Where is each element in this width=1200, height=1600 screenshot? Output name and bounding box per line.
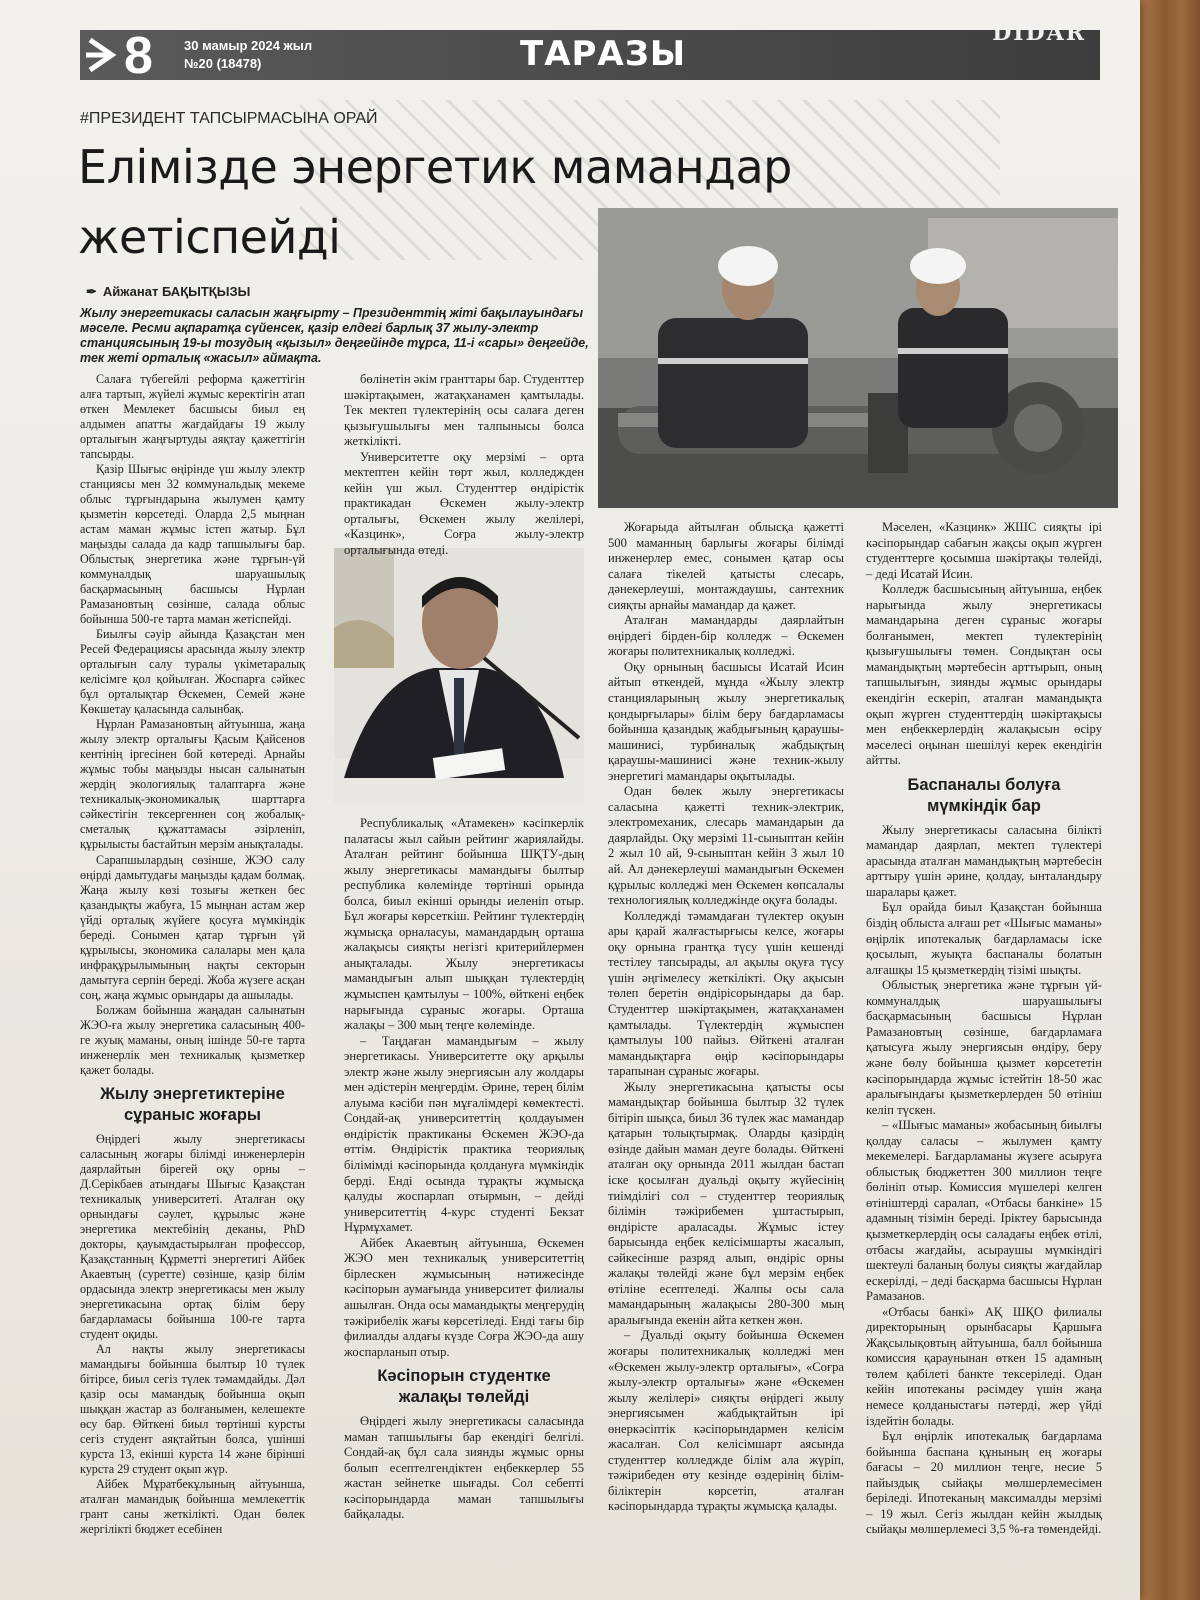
page-header <box>80 20 1100 85</box>
paragraph: Университетте оқу мерзімі – орта мектептен кейін төрт жыл, колледжден кейін үш жыл. Студенттер өндірістік практикадан Өскемен жылу-электр орталығы, Өскемен жылу желілері, «Казцинк», Соғра жылу-электр орталығында өтеді. <box>344 449 584 558</box>
pen-icon: ✒ <box>86 284 97 299</box>
paragraph: Жылу энергетикасына қатысты осы мамандықтар бойынша былтыр 32 түлек бітіріп шықса, биыл 36 түлек жас мамандар қатарын толықтырмақ. Оларды қазірдің өзінде дайын маман деуге болады. Өйткені аталған оқу орнында 2011 жылдан бастап іске қосылған дуальді оқыту жүйесінің тиімділігі сол – студенттер теориялық білімін тәжірибемен ұштастырып, өндірісте араласады. Жұмыс істеу барысында еңбек келісімшарты жасалып, сәйкесінше разряд алып, өндіріс орны жалақы төлейді және бұл мерзім еңбек өтіліне есептеледі. Жалпы осы сала мамандарының жалақысы 280-300 мың аралығында екенін айта кеткен жөн. <box>608 1079 844 1327</box>
paragraph: Оқу орнының басшысы Исатай Исин айтып өткендей, мұнда «Жылу электр станцияларының жылу энергетикалық қондырғылары» білім беру бағдарламасы бойынша қазандық жабдығының қараушы-машинисі, турбиналық жабдықтың қараушы-машинисі және техник-жылу энергетигі мамандары оқытылады. <box>608 659 844 783</box>
column-3 <box>608 520 844 1515</box>
desk-background <box>1140 0 1200 1600</box>
paragraph: Бұл өңірлік ипотекалық бағдарлама бойынша баспана құнының ең жоғары бағасы – 20 миллион теңге, несие 5 пайыздық сыйақы мөлшерлемесімен беріледі. Ипотеканың максималды мерзімі – 19 жыл. Сегіз жылдан кейін жылдық сыйақы мөлшерлемесі 3,5 %-ға төмендейді. <box>866 1429 1102 1537</box>
paragraph: Сарапшылардың сөзінше, ЖЭО салу өңірді дамытудағы маңызды қадам болмақ. Жаңа жылу көзі тозығы жеткен бес қазандықты жабуға, 15 мыңнан астам жер үйді орталық жүйеге қосуға мүмкіндік береді. Сонымен қатар тұрғын үй құрылысы, экономика салалары мен қала инфрақұрылымының нақты секторын дамытуға серпін береді. Жоба жүзеге асқан соң, жаңа жұмыс орындары да ашылады. <box>80 852 305 1002</box>
paragraph: Аталған мамандарды даярлайтын өңірдегі бірден-бір колледж – Өскемен жоғары политехникалық колледжі. <box>608 613 844 659</box>
paragraph: бөлінетін әкім гранттары бар. Студенттер шәкіртақымен, жатақханамен қамтылады. Тек мектеп түлектерінің осы салаға деген қызығушылығы мен талпынысы болса жеткілікті. <box>344 372 584 449</box>
paragraph: Колледжді тәмамдаған түлектер оқуын ары қарай жалғастырғысы келсе, жоғары оқу орнына грантқа түсу үшін кешенді тестілеу тапсырады, ал ақылы оқуға түсу үшін әңгімелесу жеткілікті. Оқу ақысын төлеп беретін өндірісорындары да бар. Студенттер шәкіртақымен, жатақханамен қамтылады. Түлектердің жұмыспен қамтылуы 100 пайыз. Өйткені аталған мамандықтарға өңір кәсіпорындары тарапынан сұраныс жоғары. <box>608 908 844 1079</box>
paragraph: – «Шығыс маманы» жобасының биылғы қолдау саласы – жылумен қамту мекемелері. Бағдарламаны жүзеге асыруға облыстық бюджеттен 300 миллион теңге бөлініп отыр. Комиссия мүшелері келген өтініштерді саралап, «Отбасы банкіне» 15 адамның тізімін береді. Іріктеу барысында қызметкерлердің осы саладағы еңбек өтілі, отбасы жағдайы, асыраушы мүмкіндігі шектеулі баланың болуы сияқты жағдайлар ескерілді, – деді басқарма басшысы Нұрлан Рамазанов. <box>866 1118 1102 1304</box>
byline <box>86 284 250 300</box>
issue-date: 30 мамыр 2024 жыл <box>184 38 313 53</box>
paragraph: Республикалық «Атамекен» кәсіпкерлік палатасы жыл сайын рейтинг жариялайды. Аталған рейтинг бойынша ШҚТУ-дың жылу энергетикасы мамандығы былтыр республика көлемінде төртінші орында болса, биыл екінші орынды иеленіп отыр. Бұл жоғары көрсеткіш. Рейтинг түлектердің жұмысқа орналасуы, мамандардың орташа жалақысы сияқты негізгі критерийлермен анықталады. Жылу энергетикасы мамандығын алып шыққан түлектердің жұмыспен қамтылуы – 100%, өйткені еңбек нарығында сұраныс жоғары. Орташа жалақы – 300 мың теңге көлемінде. <box>344 816 584 1033</box>
photo-speaker <box>334 548 584 804</box>
section-title: ТАРАЗЫ <box>520 34 687 74</box>
photo-workers <box>598 208 1118 508</box>
lead-paragraph: Жылу энергетикасы саласын жаңғырту – Президенттің жіті бақылауындағы мәселе. Ресми ақпаратқа сүйенсек, қазір елдегі барлық 37 жылу-электр станциясының 19-ы тозудың «қызыл» деңгейінде тұрса, 11-і «сары» деңгейде, тек жеті орталық «жасыл» аймақта. <box>80 306 589 365</box>
paragraph: Биылғы сәуір айында Қазақстан мен Ресей Федерациясы арасында жылу электр орталығын салу туралы үкіметаралық келісімге қол қойылған. Жоспарға сәйкес бұл орталықтар Өскемен, Семей және Көкшетау қаласында салынбақ. <box>80 627 305 717</box>
rubric-hashtag: #ПРЕЗИДЕНТ ТАПСЫРМАСЫНА ОРАЙ <box>80 110 378 127</box>
paragraph: «Отбасы банкі» АҚ ШҚО филиалы директорының орынбасары Қаршыға Жақсылықовтың айтуынша, балл бойынша комиссия қараунынан өткен 15 адамның төлем қабілеті банкте тексеріледі. Одан кейін ипотеканы рәсімдеу үшін жаңа немесе қолданыстағы пәтерді, жер үйді іздейтін болады. <box>866 1304 1102 1428</box>
paragraph: Айбек Мұратбекұлының айтуынша, аталған мамандық бойынша мемлекеттік грант саны жеткілікті. Одан бөлек жергілікті бюджет есебінен <box>80 1477 305 1537</box>
paragraph: Жоғарыда айтылған облысқа қажетті 500 маманның барлығы жоғары білімді инженерлер емес, сонымен қатар осы салаға тікелей қатысты слесарь, дәнекерлеуші, монтаждаушы, сантехник сияқты арнайы мамандар да қажет. <box>608 520 844 612</box>
subheading: Кәсіпорын студентке жалақы төлейді <box>377 1367 551 1407</box>
subheading: Баспаналы болуға мүмкіндік бар <box>907 775 1061 815</box>
paragraph: Өңірдегі жылу энергетикасы саласының жоғары білімді инженерлерін даярлайтын бірегей оқу орны – Д.Серікбаев атындағы Шығыс Қазақстан техникалық университеті. Аталған оқу орнындағы сәулет, құрылыс және энергетика мектебінің деканы, PhD докторы, қауымдастырылған профессор, Қазақстанның Құрметті энергетигі Айбек Акаевтың (суретте) сөзінше, қазір білім ордасында электр энергетикасы мен жылу энергетикасына ортақ білім беру бағдарламасы бойынша 100-ге тарта студент оқиды. <box>80 1131 305 1341</box>
column-2-top <box>344 372 584 559</box>
paragraph: Ал нақты жылу энергетикасы мамандығы бойынша былтыр 10 түлек бітірсе, биыл сегіз түлек тәмамдайды. Дәл қазір осы мамандық бойынша оқып шыққан жастар аз болғанымен, келешекте өсу бар. Өйткені биыл төртінші курсты сегіз студент аяқтайтын болса, үшінші курста 13, екінші курста 14 және бірінші курста 29 студент оқып жүр. <box>80 1341 305 1477</box>
author-name: Айжанат БАҚЫТҚЫЗЫ <box>102 284 251 299</box>
paragraph: Айбек Акаевтың айтуынша, Өскемен ЖЭО мен техникалық университеттің бірлескен жұмысының нәтижесінде кәсіпорын аумағында университет филиалы ашылған. Онда осы мамандықты меңгерудің тәжірибелік жағы көрсетіледі. Енді тағы бір филиалды алдағы күзде Соғра ЖЭО-да ашу жоспарланып отыр. <box>344 1235 584 1359</box>
paragraph: – Таңдаған мамандығым – жылу энергетикасы. Университетте оқу арқылы электр және жылу энергиясын алу жолдары мен әдістерін меңгердім. Әрине, терең білім алуыма кәсіби пән мұғалімдері көмектесті. Сондай-ақ университеттің қолдауымен өндірістік практиканы Өскемен ЖЭО-да өттім. Өндірістік практика теориялық білімімді кәсіпорында қолдануға мүмкіндік берді. Енді осында тұрақты жұмысқа қалуды жоспарлап отырмын, – дейді университеттің 4-курс студенті Бекзат Нұрмұхамет. <box>344 1033 584 1235</box>
paragraph: Болжам бойынша жаңадан салынатын ЖЭО-ға жылу энергетика саласының 400-ге жуық маманы, оның ішінде 50-ге тарта инженерлік мен техникалық қызметкер қажет болады. <box>80 1002 305 1077</box>
paragraph: Облыстық энергетика және тұрғын үй-коммуналдық шаруашылығы басқармасының басшысы Нұрлан Рамазановтың сөзінше, бағдарламаға қатысуға жылу энергиясын өндіру, беру және бөлу бойынша қызмет көрсететін кәсіпорындарда жұмыс істейтін 18-50 жас аралығындағы қызметкерлерден 50 өтініш келіп түскен. <box>866 978 1102 1117</box>
brand-logo: DIDAR <box>992 20 1086 46</box>
paragraph: Мәселен, «Казцинк» ЖШС сияқты ірі кәсіпорындар сабағын жақсы оқып жүрген студенттерге қосымша шәкіртақы төлейді, – деді Исатай Исин. <box>866 520 1102 581</box>
page-number: 8 <box>124 27 153 85</box>
paragraph: Бұл орайда биыл Қазақстан бойынша біздің облыста алғаш рет «Шығыс маманы» өңірлік ипотекалық бағдарламасы іске қосылып, жуықта баспаналы болатын алғашқы 15 қызметкердің тізімі шықты. <box>866 900 1102 977</box>
paragraph: Одан бөлек жылу энергетикасы саласына қажетті техник-электрик, электромеханик, слесарь мамандарын да даярлайды. Оқу мерзімі 11-сыныптан кейін 2 жыл 10 ай, 9-сыныптан кейін 3 жыл 10 ай. Ал дәнекерлеуші мамандығын Өскемен құрылыс колледжі мен Өскемен көпсалалы технологиялық колледжінде оқуға болады. <box>608 784 844 908</box>
paragraph: Нұрлан Рамазановтың айтуынша, жаңа жылу электр орталығы Қасым Қайсенов кентінің іргесінен бой көтереді. Арнайы жұмыс тобы маңызды нысан салынатын жердің экологиялық талаптарға және техникалық-экономикалық шарттарға сәйкестігін тексергеннен соң жобалық-сметалық құжаттамасы әзірленіп, құрылысты бастайтын мерзім анықталады. <box>80 717 305 852</box>
subheading: Жылу энергетиктеріне сұраныс жоғары <box>100 1084 285 1124</box>
paragraph: Колледж басшысының айтуынша, еңбек нарығында жылу энергетикасы мамандарына деген сұраныс жоғары болғанымен, мектеп түлектерінің қызығушылығы төмен. Сондықтан осы мамандықтың мәртебесін арттырып, оның тапшылығын, зиянды жұмыс орындары екендігін ескеріп, аталған мамандықта оқып жүрген студенттердің шәкіртақысы мен еңбеккерлердің жалақысын өсіру мәселесі оңынан шешілуі керек екендігін айтты. <box>866 582 1102 768</box>
column-4 <box>866 520 1102 1538</box>
column-2-bottom <box>344 816 584 1523</box>
paragraph: Жылу энергетикасы саласына білікті мамандар даярлап, мектеп түлектері арасында аталған мамандықтың мәртебесін арттыру үшін әрине, қолдау, ынталандыру шаралары қажет. <box>866 822 1102 899</box>
headline-line-1: Елімізде энергетик мамандар <box>78 140 792 194</box>
paragraph: Салаға түбегейлі реформа қажеттігін алға тартып, жүйелі жұмыс керектігін атап өткен Мемлекет басшысы биыл ең алдымен апатты жағдайдағы 19 жылу орталығын жаңғыртуды аяқтау қажеттігін тапсырды. <box>80 372 305 462</box>
headline-line-2: жетіспейді <box>78 210 341 264</box>
column-1 <box>80 372 305 1537</box>
paragraph: Қазір Шығыс өңірінде үш жылу электр станциясы мен 32 коммунальдық мекеме облыс тұрғындарына жылумен қамту қызметін көрсетеді. Оларда 2,5 мыңнан астам маман жұмыс істеп жатыр. Бұл маңызды салада да кадр тапшылығы бар. Облыстық энергетика және тұрғын-үй коммуналдық шаруашылық басқармасының басшысы Нұрлан Рамазановтың сөзінше, салада облыс бойынша 500-ге тарта маман жетіспейді. <box>80 462 305 627</box>
paragraph: Өңірдегі жылу энергетикасы саласында маман тапшылығы бар екендігі белгілі. Сондай-ақ бұл сала зиянды жұмыс орны болып есептелгендіктен еңбеккерлер 55 жастан зейнетке шығады. Сол себепті кәсіпорындарда маман тапшылығы байқалады. <box>344 1414 584 1522</box>
issue-number: №20 (18478) <box>184 56 262 71</box>
arrow-icon <box>86 36 118 74</box>
paragraph: – Дуальді оқыту бойынша Өскемен жоғары политехникалық колледжі мен «Өскемен жылу-электр орталығы», «Соғра жылу-электр орталығы» және «Өскемен жылу желілері» сияқты өңірдегі жылу энергиясымен жабдықтайтын ірі өнеркәсіптік кәсіпорындармен келісім жасалған. Сол келісімшарт аясында студенттер колледжде білім ала жүріп, тәжірибеден өту кезінде өздерінің білім-біліктерін көрсетіп, аталған кәсіпорындарда тұрақты жұмысқа қалады. <box>608 1328 844 1514</box>
